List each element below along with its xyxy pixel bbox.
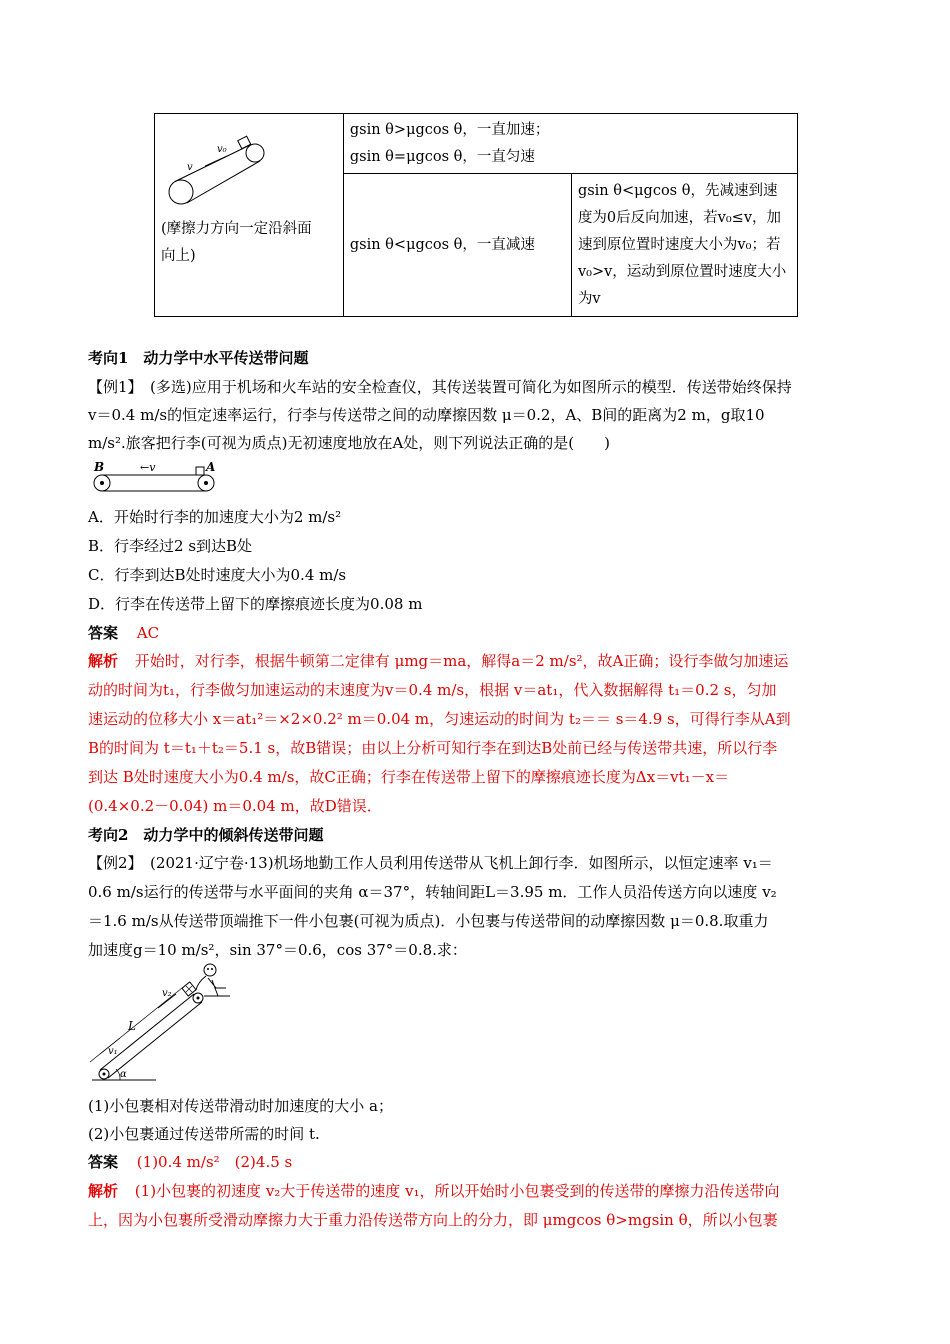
analysis-line: 上，因为小包裹所受滑动摩擦力大于重力沿传送带方向上的分力，即 μmgcos θ>mgsin θ，所以小包裹	[88, 1211, 778, 1229]
row1-line1: gsin θ>μgcos θ，一直加速；	[349, 121, 550, 138]
q1-line: v＝0.4 m/s的恒定速率运行，行李与传送带之间的动摩擦因数 μ＝0.2，A、B间的距离为2 m，g取10	[88, 406, 765, 424]
fig-label-L: L	[128, 1019, 136, 1033]
fig-label-alpha: α	[120, 1069, 127, 1080]
answer-value: (1)0.4 m/s² (2)4.5 s	[136, 1153, 293, 1171]
answer-label: 答案	[88, 624, 119, 642]
row2-cell-a: gsin θ<μgcos θ，一直减速	[343, 174, 571, 317]
sub-question-2: (2)小包裹通过传送带所需的时间 t.	[88, 1125, 320, 1143]
analysis-line: 动的时间为t₁，行李做匀加速运动的末速度为v＝0.4 m/s，根据 v＝at₁，代入数据解得 t₁＝0.2 s，匀加	[88, 681, 777, 699]
fig-label-B: B	[94, 460, 105, 474]
sub-question-1: (1)小包裹相对传送带滑动时加速度的大小 a；	[88, 1097, 393, 1115]
option-a: A．开始时行李的加速度大小为2 m/s²	[88, 508, 342, 526]
answer-label: 答案	[88, 1153, 119, 1171]
row1-line2: gsin θ=μgcos θ，一直匀速	[349, 148, 535, 165]
section2-heading: 考向2 动力学中的倾斜传送带问题	[88, 826, 324, 844]
conveyor-table	[154, 113, 798, 317]
fig-label-A: A	[206, 460, 216, 474]
fig-label-v2: v₂	[162, 988, 172, 999]
q2-line: ＝1.6 m/s从传送带顶端推下一件小包裹(可视为质点)．小包裹与传送带间的动摩擦因数 μ＝0.8.取重力	[88, 912, 769, 930]
fig-label-v1: v₁	[108, 1046, 118, 1057]
analysis-label: 解析	[88, 652, 119, 670]
analysis-line: B的时间为 t＝t₁＋t₂＝5.1 s，故B错误；由以上分析可知行李在到达B处前已经与传送带共速，所以行李	[88, 739, 778, 757]
q1-line: m/s².旅客把行李(可视为质点)无初速度地放在A处，则下列说法正确的是( )	[88, 434, 611, 452]
row2-cell-b: gsin θ<μgcos θ，先减速到速度为0后反向加速，若v₀≤v，加速到原位置时速度大小为v₀；若v₀>v，运动到原位置时速度大小为v	[571, 174, 797, 317]
answer-value: AC	[136, 624, 160, 642]
figure-caption: (摩擦力方向一定沿斜面向上)	[161, 221, 312, 264]
q2-line: 0.6 m/s运行的传送带与水平面间的夹角 α＝37°，转轴间距L＝3.95 m．工作人员沿传送方向以速度 v₂	[88, 883, 777, 901]
analysis-line: (0.4×0.2－0.04) m＝0.04 m，故D错误．	[88, 797, 382, 815]
fig-label-v: v	[187, 162, 193, 173]
analysis-line: 到达 B处时速度大小为0.4 m/s，故C正确；行李在传送带上留下的摩擦痕迹长度为Δx＝vt₁－x＝	[88, 768, 730, 786]
analysis-line: 速运动的位移大小 x＝at₁²＝×2×0.2² m＝0.04 m，匀速运动的时间为 t₂＝＝ s＝4.9 s，可得行李从A到	[88, 710, 791, 728]
option-b: B．行李经过2 s到达B处	[88, 537, 253, 555]
option-c: C．行李到达B处时速度大小为0.4 m/s	[88, 566, 347, 584]
analysis-label: 解析	[88, 1182, 119, 1200]
q1-line: 【例1】 (多选)应用于机场和火车站的安全检查仪，其传送装置可简化为如图所示的模型．传送带始终保持	[88, 378, 792, 396]
inclined-conveyor-figure	[86, 958, 236, 1086]
incline-conveyor-figure	[165, 132, 275, 212]
q2-line: 加速度g＝10 m/s²，sin 37°＝0.6，cos 37°＝0.8.求：	[88, 941, 467, 959]
q2-line: 【例2】 (2021·辽宁卷·13)机场地勤工作人员利用传送带从飞机上卸行李．如图所示，以恒定速率 v₁＝	[88, 854, 773, 872]
fig-label-v0: v₀	[217, 144, 227, 155]
section1-heading: 考向1 动力学中水平传送带问题	[88, 349, 309, 367]
option-d: D．行李在传送带上留下的摩擦痕迹长度为0.08 m	[88, 595, 423, 613]
incline-figure-cell	[155, 114, 344, 317]
horizontal-conveyor-figure	[90, 458, 220, 494]
analysis-line: 开始时，对行李，根据牛顿第二定律有 μmg＝ma，解得a＝2 m/s²，故A正确；设行李做匀加速运	[134, 652, 789, 670]
analysis-line: (1)小包裹的初速度 v₂大于传送带的速度 v₁，所以开始时小包裹受到的传送带的摩擦力沿传送带向	[134, 1182, 780, 1200]
fig-label-v: ←v	[140, 461, 156, 474]
